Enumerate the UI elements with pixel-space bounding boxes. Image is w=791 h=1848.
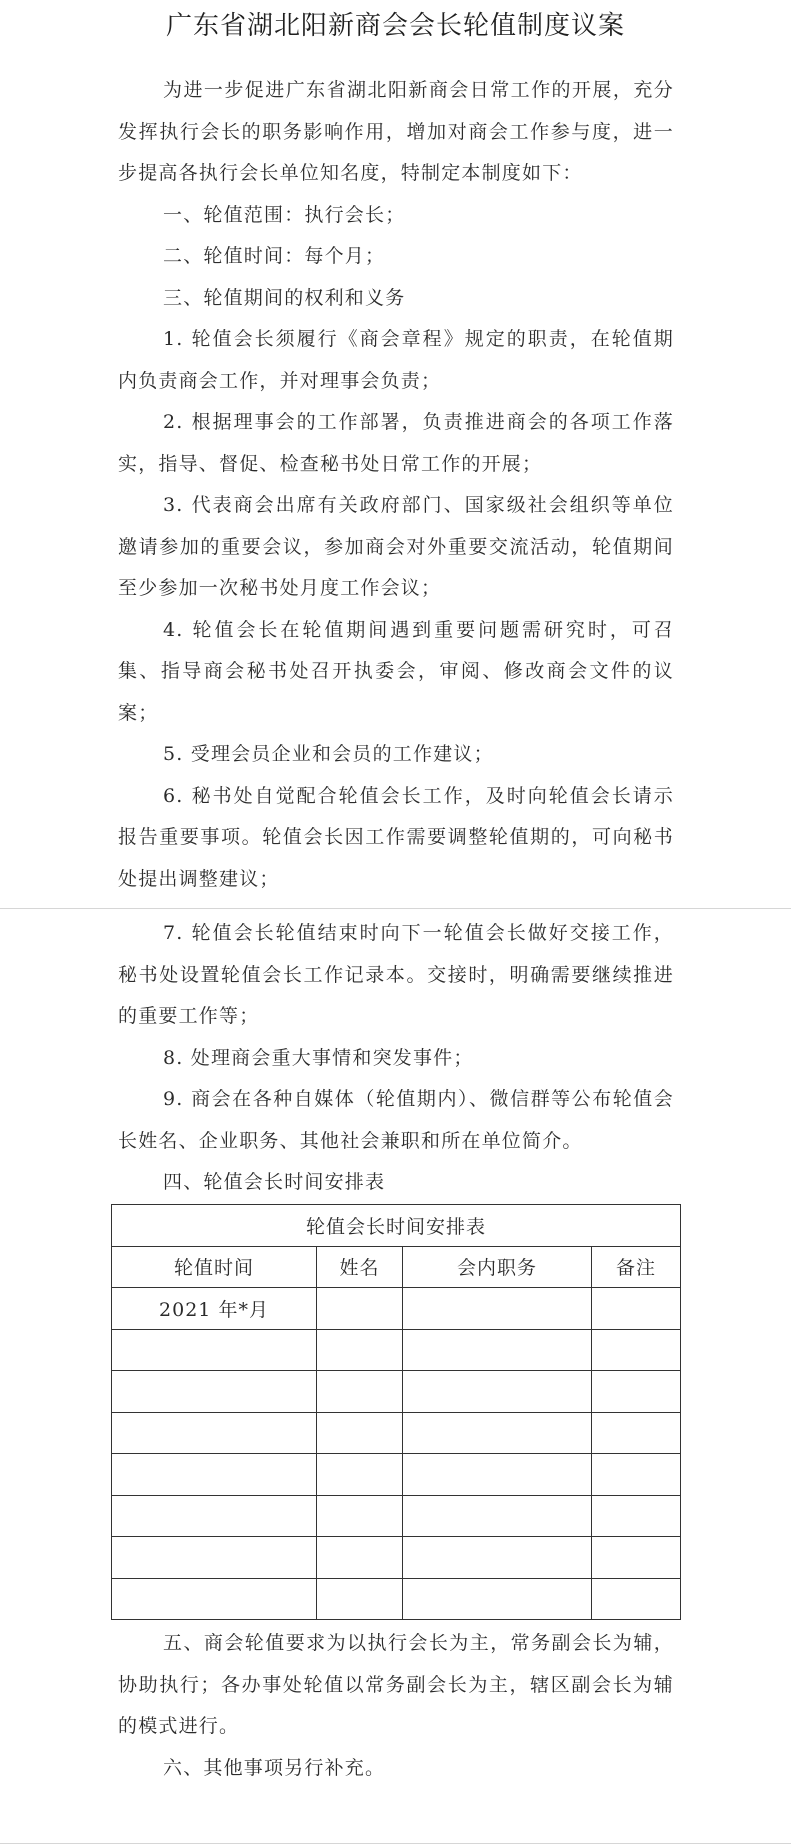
table-row [112,1495,681,1537]
duty-item-6: 6. 秘书处自觉配合轮值会长工作，及时向轮值会长请示报告重要事项。轮值会长因工作需要调整轮值期的，可向秘书处提出调整建议； [118,784,674,890]
cell-position [403,1412,592,1454]
cell-remarks [592,1371,681,1413]
header-name: 姓名 [317,1246,403,1288]
cell-remarks [592,1412,681,1454]
cell-remarks [592,1495,681,1537]
duty-item-9: 9. 商会在各种自媒体（轮值期内）、微信群等公布轮值会长姓名、企业职务、其他社会兼职和所在单位简介。 [118,1088,674,1152]
cell-remarks [592,1454,681,1496]
duty-item-7: 7. 轮值会长轮值结束时向下一轮值会长做好交接工作，秘书处设置轮值会长工作记录本。交接时，明确需要继续推进的重要工作等； [118,922,674,1027]
cell-rotation-time: 2021 年*月 [112,1288,317,1330]
duty-item-4: 4. 轮值会长在轮值期间遇到重要问题需研究时，可召集、指导商会秘书处召开执委会，审阅、修改商会文件的议案； [118,618,674,724]
table-caption-row [112,1205,681,1247]
cell-remarks [592,1288,681,1330]
cell-name [317,1578,403,1620]
section-2-time: 二、轮值时间：每个月； [163,245,386,267]
cell-position [403,1578,592,1620]
cell-position [403,1288,592,1330]
page-divider [0,908,791,909]
cell-rotation-time [112,1412,317,1454]
table-row [112,1329,681,1371]
page1-body [118,70,674,900]
duty-item-2: 2. 根据理事会的工作部署，负责推进商会的各项工作落实，指导、督促、检查秘书处日常工作的开展； [118,411,674,475]
table-row [112,1412,681,1454]
cell-remarks [592,1578,681,1620]
section-1-scope: 一、轮值范围：执行会长； [163,203,406,226]
cell-rotation-time [112,1371,317,1413]
table-row [112,1288,681,1330]
page-bottom-divider [0,1843,791,1844]
closing-body [118,1623,674,1789]
cell-position [403,1371,592,1413]
cell-name [317,1454,403,1496]
cell-rotation-time [112,1329,317,1371]
page-title: 广东省湖北阳新商会会长轮值制度议案 [165,11,625,41]
cell-position [403,1537,592,1579]
cell-rotation-time [112,1537,317,1579]
table-row [112,1371,681,1413]
table-row [112,1578,681,1620]
cell-name [317,1329,403,1371]
section-4-heading: 四、轮值会长时间安排表 [163,1171,386,1193]
cell-name [317,1537,403,1579]
cell-rotation-time [112,1495,317,1537]
table-row [112,1537,681,1579]
cell-position [403,1495,592,1537]
cell-rotation-time [112,1454,317,1496]
section-6-paragraph: 六、其他事项另行补充。 [163,1756,386,1779]
cell-name [317,1495,403,1537]
duty-item-1: 1. 轮值会长须履行《商会章程》规定的职责，在轮值期内负责商会工作，并对理事会负责； [118,328,674,392]
cell-remarks [592,1537,681,1579]
header-position: 会内职务 [403,1246,592,1288]
header-rotation-time: 轮值时间 [112,1246,317,1288]
section-3-heading: 三、轮值期间的权利和义务 [163,286,406,309]
cell-rotation-time [112,1578,317,1620]
table-row [112,1454,681,1496]
table-caption: 轮值会长时间安排表 [112,1205,681,1247]
page2-body [118,913,674,1204]
cell-name [317,1412,403,1454]
cell-name [317,1371,403,1413]
duty-item-8: 8. 处理商会重大事情和突发事件； [163,1046,474,1069]
duty-item-3: 3. 代表商会出席有关政府部门、国家级社会组织等单位邀请参加的重要会议，参加商会对外重要交流活动，轮值期间至少参加一次秘书处月度工作会议； [118,494,674,599]
intro-paragraph: 为进一步促进广东省湖北阳新商会日常工作的开展，充分发挥执行会长的职务影响作用，增加对商会工作参与度，进一步提高各执行会长单位知名度，特制定本制度如下： [118,79,674,184]
table-header-row [112,1246,681,1288]
cell-name [317,1288,403,1330]
duty-item-5: 5. 受理会员企业和会员的工作建议； [163,743,494,765]
cell-remarks [592,1329,681,1371]
cell-position [403,1454,592,1496]
header-remarks: 备注 [592,1246,681,1288]
section-5-paragraph: 五、商会轮值要求为以执行会长为主，常务副会长为辅，协助执行；各办事处轮值以常务副会长为主，辖区副会长为辅的模式进行。 [118,1632,674,1737]
schedule-table [111,1204,681,1620]
cell-position [403,1329,592,1371]
